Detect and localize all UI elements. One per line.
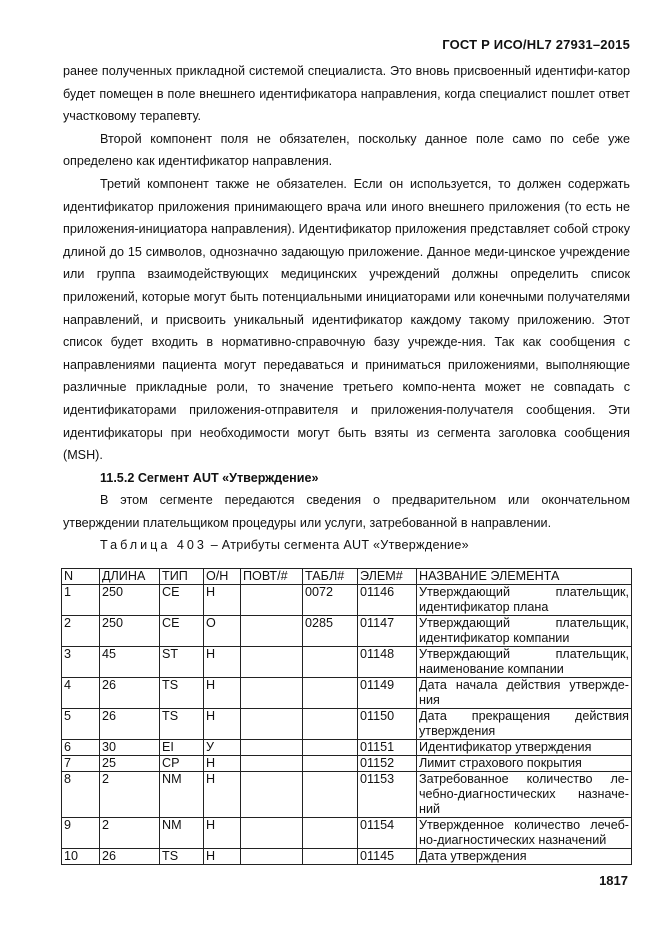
table-row xyxy=(62,772,632,818)
cell-table: 0072 xyxy=(303,585,358,616)
cell-repeat xyxy=(241,772,303,818)
table-caption-dash: – xyxy=(206,538,222,553)
cell-element: 01150 xyxy=(358,709,417,740)
cell-optionality: Н xyxy=(204,849,241,865)
cell-optionality: Н xyxy=(204,678,241,709)
cell-n: 3 xyxy=(62,647,100,678)
table-row xyxy=(62,616,632,647)
cell-n: 9 xyxy=(62,818,100,849)
table-caption-label: Таблица 403 xyxy=(100,538,207,553)
cell-element: 01148 xyxy=(358,647,417,678)
cell-optionality: О xyxy=(204,616,241,647)
cell-repeat xyxy=(241,647,303,678)
col-header-optionality: О/Н xyxy=(204,569,241,585)
cell-type: ST xyxy=(160,647,204,678)
table-row xyxy=(62,585,632,616)
cell-repeat xyxy=(241,740,303,756)
cell-optionality: Н xyxy=(204,756,241,772)
table-row xyxy=(62,740,632,756)
cell-optionality: Н xyxy=(204,585,241,616)
cell-table: 0285 xyxy=(303,616,358,647)
table-row xyxy=(62,647,632,678)
cell-type: NM xyxy=(160,818,204,849)
table-header-row xyxy=(62,569,632,585)
cell-length: 26 xyxy=(100,678,160,709)
cell-length: 45 xyxy=(100,647,160,678)
cell-length: 26 xyxy=(100,709,160,740)
cell-element-name: Затребованное количество ле-чебно-диагностических назначе-ний xyxy=(417,772,632,818)
cell-optionality: У xyxy=(204,740,241,756)
col-header-element: ЭЛЕМ# xyxy=(358,569,417,585)
cell-optionality: Н xyxy=(204,818,241,849)
cell-length: 26 xyxy=(100,849,160,865)
cell-element-name: Утверждающий плательщик, идентификатор компании xyxy=(417,616,632,647)
standard-header: ГОСТ Р ИСО/HL7 27931–2015 xyxy=(442,37,630,52)
col-header-table: ТАБЛ# xyxy=(303,569,358,585)
cell-n: 6 xyxy=(62,740,100,756)
cell-type: CE xyxy=(160,616,204,647)
cell-element: 01147 xyxy=(358,616,417,647)
cell-table xyxy=(303,678,358,709)
cell-element-name: Дата утверждения xyxy=(417,849,632,865)
cell-n: 7 xyxy=(62,756,100,772)
cell-repeat xyxy=(241,585,303,616)
col-header-type: ТИП xyxy=(160,569,204,585)
cell-type: CP xyxy=(160,756,204,772)
cell-n: 8 xyxy=(62,772,100,818)
cell-type: TS xyxy=(160,849,204,865)
cell-n: 4 xyxy=(62,678,100,709)
cell-repeat xyxy=(241,756,303,772)
col-header-repeat: ПОВТ/# xyxy=(241,569,303,585)
col-header-n: N xyxy=(62,569,100,585)
cell-n: 10 xyxy=(62,849,100,865)
cell-length: 250 xyxy=(100,585,160,616)
attributes-table xyxy=(61,568,632,865)
cell-type: EI xyxy=(160,740,204,756)
cell-element-name: Дата прекращения действия утверждения xyxy=(417,709,632,740)
section-title: 11.5.2 Сегмент AUT «Утверждение» xyxy=(100,470,319,485)
cell-table xyxy=(303,756,358,772)
cell-n: 1 xyxy=(62,585,100,616)
cell-optionality: Н xyxy=(204,709,241,740)
cell-length: 25 xyxy=(100,756,160,772)
table-row xyxy=(62,818,632,849)
cell-n: 5 xyxy=(62,709,100,740)
paragraph-2: Второй компонент поля не обязателен, поскольку данное поле само по себе уже определено как идентификатор направления. xyxy=(63,131,630,169)
cell-element-name: Утверждающий плательщик, идентификатор плана xyxy=(417,585,632,616)
cell-optionality: Н xyxy=(204,772,241,818)
cell-type: NM xyxy=(160,772,204,818)
cell-type: TS xyxy=(160,678,204,709)
cell-table xyxy=(303,709,358,740)
cell-element-name: Утверждающий плательщик, наименование компании xyxy=(417,647,632,678)
col-header-length: ДЛИНА xyxy=(100,569,160,585)
cell-element: 01151 xyxy=(358,740,417,756)
cell-repeat xyxy=(241,849,303,865)
cell-table xyxy=(303,818,358,849)
section-paragraph: В этом сегменте передаются сведения о предварительном или окончательном утверждении плательщиком процедуры или услуги, затребованной в направлении. xyxy=(63,493,630,530)
cell-n: 2 xyxy=(62,616,100,647)
cell-repeat xyxy=(241,818,303,849)
cell-length: 30 xyxy=(100,740,160,756)
cell-length: 250 xyxy=(100,616,160,647)
table-row xyxy=(62,709,632,740)
table-row xyxy=(62,756,632,772)
cell-element-name: Дата начала действия утвержде-ния xyxy=(417,678,632,709)
cell-element: 01146 xyxy=(358,585,417,616)
page-number: 1817 xyxy=(599,873,628,888)
cell-element: 01152 xyxy=(358,756,417,772)
cell-element: 01154 xyxy=(358,818,417,849)
cell-table xyxy=(303,849,358,865)
cell-element: 01149 xyxy=(358,678,417,709)
body-text xyxy=(63,60,630,557)
cell-element-name: Утвержденное количество лечеб-но-диагностических назначений xyxy=(417,818,632,849)
cell-optionality: Н xyxy=(204,647,241,678)
cell-element-name: Лимит страхового покрытия xyxy=(417,756,632,772)
cell-type: CE xyxy=(160,585,204,616)
cell-element: 01145 xyxy=(358,849,417,865)
cell-element-name: Идентификатор утверждения xyxy=(417,740,632,756)
paragraph-3: Третий компонент также не обязателен. Если он используется, то должен содержать идентификатор приложения принимающего врача или иного внешнего приложения (то есть не приложения-инициатора направления). Идентификатор приложения представляет собой строку длиной до 15 символов, однозначно задающую приложение. Данное меди-цинское учреждение или группа взаимодействующих медицинских учреждений должны определить список приложений, которые могут быть потенциальными инициаторами или конечными получателями направлений, и присвоить уникальный идентификатор каждому такому приложению. Этот список будет входить в нормативно-справочную базу учрежде-ния. Так как сообщения с направлениями пациента могут передаваться и приниматься приложениями, выполняющие различные прикладные роли, то значение третьего компо-нента может не совпадать с идентификаторами приложения-отправителя и приложения-получателя сообщения. Эти идентификаторы при необходимости могут быть взяты из сегмента заголовка сообщения (MSH). xyxy=(63,176,630,463)
cell-repeat xyxy=(241,709,303,740)
cell-repeat xyxy=(241,616,303,647)
table-caption-text: Атрибуты сегмента AUT «Утверждение» xyxy=(221,538,469,553)
cell-table xyxy=(303,740,358,756)
cell-repeat xyxy=(241,678,303,709)
cell-table xyxy=(303,772,358,818)
cell-length: 2 xyxy=(100,772,160,818)
table-row xyxy=(62,678,632,709)
cell-length: 2 xyxy=(100,818,160,849)
col-header-element-name: НАЗВАНИЕ ЭЛЕМЕНТА xyxy=(417,569,632,585)
paragraph-1: ранее полученных прикладной системой специалиста. Это вновь присвоенный идентифи-катор будет помещен в поле внешнего идентификатора направления, когда специалист пошлет ответ участковому терапевту. xyxy=(63,64,630,124)
cell-element: 01153 xyxy=(358,772,417,818)
cell-type: TS xyxy=(160,709,204,740)
table-caption xyxy=(63,534,630,557)
table-row xyxy=(62,849,632,865)
cell-table xyxy=(303,647,358,678)
